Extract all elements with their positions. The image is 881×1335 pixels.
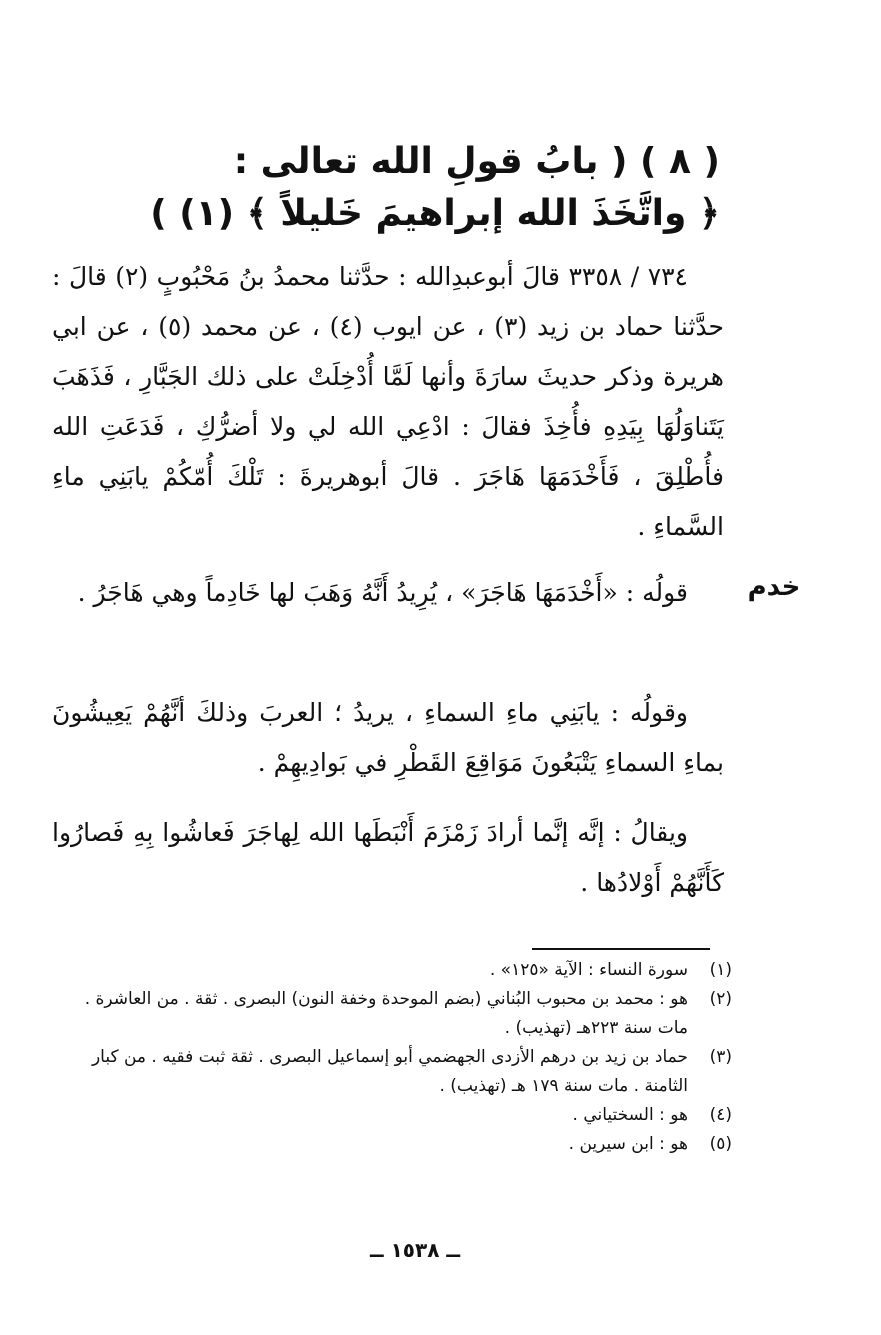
commentary-paragraph: وقولُه : يابَنِي ماءِ السماءِ ، يريدُ ؛ العربَ وذلكَ أنَّهُمْ يَعِيشُونَ بماءِ السماءِ يَتْبَعُونَ مَوَاقِعَ القَطْرِ في بَوادِيهِمْ . xyxy=(52,698,724,777)
footnote-item xyxy=(52,1043,732,1101)
footnotes xyxy=(52,956,732,1159)
footnote-number: (٤) xyxy=(709,1105,732,1125)
footnote-number: (١) xyxy=(709,960,732,980)
hadith-text: ٧٣٤ / ٣٣٥٨ قالَ أبوعبدِالله : حدَّثنا محمدُ بنُ مَحْبُوبٍ (٢) قالَ : حدَّثنا حماد بن زيد (٣) ، عن ايوب (٤) ، عن محمد (٥) ، عن ابي هريرة وذكر حديثَ سارَةَ وأنها لَمَّا أُدْخِلَتْ على ذلك الجَبَّارِ ، فَذَهَبَ يَتَناوَلُهَا بِيَدِهِ فأُخِذَ فقالَ : ادْعِي الله لي ولا أضرُّكِ ، فَدَعَتِ الله فأُطْلِقَ ، فَأَخْدَمَهَا هَاجَرَ . قالَ أبوهريرةَ : تَلْكَ أُمّكُمْ يابَنِي ماءِ السَّماءِ . xyxy=(52,262,724,541)
footnote-text: حماد بن زيد بن درهم الأزدى الجهضمي أبو إسماعيل البصرى . ثقة ثبت فقيه . من كبار الثامنة . مات سنة ١٧٩ هـ (تهذيب) . xyxy=(91,1047,688,1096)
chapter-title-line-2: ﴿ واتَّخَذَ الله إبراهيمَ خَليلاً ﴾ (١) ) xyxy=(150,193,720,234)
footnote-text: هو : ابن سيرين . xyxy=(568,1134,688,1154)
chapter-title-line-1: ( ٨ ) ( بابُ قولِ الله تعالى : xyxy=(233,141,720,182)
commentary-paragraph: ويقالُ : إنَّه إنَّما أرادَ زَمْزَمَ أَنْبَطَها الله لِهاجَرَ فَعاشُوا بِهِ فَصارُوا كَأَنَّهُمْ أَوْلادُها . xyxy=(52,818,724,897)
footnote-text: هو : محمد بن محبوب البُناني (بضم الموحدة وخفة النون) البصرى . ثقة . من العاشرة . مات سنة ٢٢٣هـ (تهذيب) . xyxy=(84,989,688,1038)
footnote-divider xyxy=(532,948,710,950)
footnote-number: (٢) xyxy=(709,989,732,1009)
footnote-text: سورة النساء : الآية «١٢٥» . xyxy=(489,960,688,980)
footnote-number: (٥) xyxy=(709,1134,732,1154)
commentary-paragraph: قولُه : «أَخْدَمَهَا هَاجَرَ» ، يُرِيدُ أَنَّهُ وَهَبَ لها خَادِماً وهي هَاجَرُ . xyxy=(77,578,688,607)
footnote-item xyxy=(52,1130,732,1159)
footnote-number: (٣) xyxy=(709,1047,732,1067)
footnote-text: هو : السختياني . xyxy=(572,1105,688,1125)
margin-keyword: خدم xyxy=(747,572,801,602)
footnote-item xyxy=(52,956,732,985)
footnote-item xyxy=(52,1101,732,1130)
page-number: ــ ١٥٣٨ ــ xyxy=(369,1238,461,1262)
footnote-item xyxy=(52,985,732,1043)
